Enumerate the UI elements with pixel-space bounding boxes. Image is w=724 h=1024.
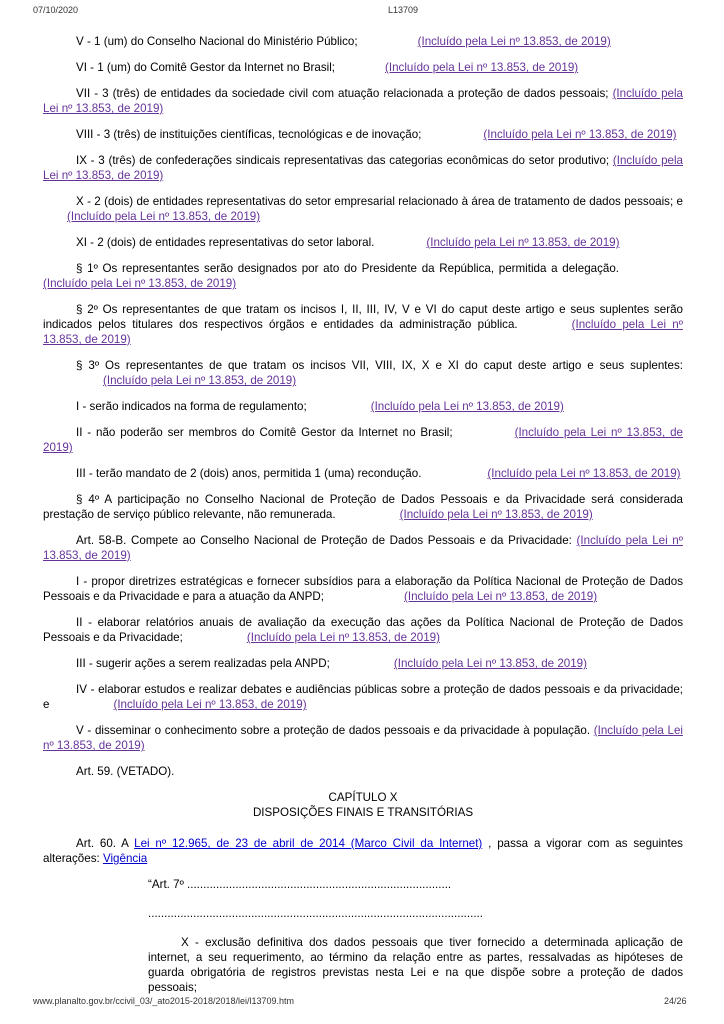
print-date: 07/10/2020 xyxy=(33,5,79,15)
amendment-link[interactable]: (Incluído pela Lei nº 13.853, de 2019) xyxy=(385,61,579,74)
paragraph-i-regulamento: I - serão indicados na forma de regulamento; (Incluído pela Lei nº 13.853, de 2019) xyxy=(76,400,564,413)
paragraph-ii-cgi: II - não poderão ser membros do Comitê Gestor da Internet no Brasil; (Incluído pela Lei nº 13.853, de 2019) xyxy=(43,426,683,454)
paragraph-vi: VI - 1 (um) do Comitê Gestor da Internet no Brasil; (Incluído pela Lei nº 13.853, de 2019) xyxy=(76,61,579,74)
document-body xyxy=(43,34,683,995)
amendment-link[interactable]: (Incluído pela Lei nº 13.853, de 2019) xyxy=(404,590,598,603)
paragraph-xi: XI - 2 (dois) de entidades representativas do setor laboral. (Incluído pela Lei nº 13.853, de 2019) xyxy=(76,236,620,249)
paragraph-ix: IX - 3 (três) de confederações sindicais representativas das categorias econômicas do setor produtivo; (Incluído pela Lei nº 13.853, de 2019) xyxy=(43,154,683,182)
amendment-link[interactable]: (Incluído pela Lei nº 13.853, de 2019) xyxy=(43,426,683,454)
amendment-link[interactable]: (Incluído pela Lei nº 13.853, de 2019) xyxy=(426,236,620,249)
paragraph-58b-iii: III - sugerir ações a serem realizadas pela ANPD; (Incluído pela Lei nº 13.853, de 2019) xyxy=(76,657,587,670)
paragraph-iii-mandato: III - terão mandato de 2 (dois) anos, permitida 1 (uma) recondução. (Incluído pela Lei nº 13.853, de 2019) xyxy=(76,467,681,480)
quote-art7: “Art. 7º .................................................................................. xyxy=(148,878,452,891)
vigencia-link[interactable]: Vigência xyxy=(102,852,148,865)
paragraph-par2: § 2º Os representantes de que tratam os incisos I, II, III, IV, V e VI do caput deste artigo e seus suplentes serão indicados pelos titulares dos respectivos órgãos e entidades da administração pública. (Incluído pela Lei nº 13.853, de 2019) xyxy=(43,303,683,346)
paragraph-par1: § 1º Os representantes serão designados por ato do Presidente da República, permitida a delegação.(Incluído pela Lei nº 13.853, de 2019) xyxy=(43,262,619,290)
paragraph-art59: Art. 59. (VETADO). xyxy=(76,765,175,778)
chapter-title: CAPÍTULO X xyxy=(328,791,398,804)
paragraph-x: X - 2 (dois) de entidades representativas do setor empresarial relacionado à área de tratamento de dados pessoais; e(Incluído pela Lei nº 13.853, de 2019) xyxy=(67,195,683,223)
amendment-link[interactable]: (Incluído pela Lei nº 13.853, de 2019) xyxy=(370,400,564,413)
amendment-link[interactable]: (Incluído pela Lei nº 13.853, de 2019) xyxy=(43,87,683,115)
paragraph-58b-ii: II - elaborar relatórios anuais de avaliação da execução das ações da Política Nacional de Proteção de Dados Pessoais e da Privacidade; (Incluído pela Lei nº 13.853, de 2019) xyxy=(43,616,683,644)
amendment-link[interactable]: (Incluído pela Lei nº 13.853, de 2019) xyxy=(483,128,677,141)
paragraph-par3: § 3º Os representantes de que tratam os incisos VII, VIII, IX, X e XI do caput deste artigo e seus suplentes:(Incluído pela Lei nº 13.853, de 2019) xyxy=(76,359,683,387)
paragraph-58b-iv: IV - elaborar estudos e realizar debates e audiências públicas sobre a proteção de dados pessoais e da privacidade; e (Incluído pela Lei nº 13.853, de 2019) xyxy=(43,683,683,711)
chapter-subtitle: DISPOSIÇÕES FINAIS E TRANSITÓRIAS xyxy=(252,806,474,819)
quote-dots: ........................................................................................................ xyxy=(148,907,483,920)
amendment-link[interactable]: (Incluído pela Lei nº 13.853, de 2019) xyxy=(43,724,683,752)
amendment-link[interactable]: (Incluído pela Lei nº 13.853, de 2019) xyxy=(246,631,440,644)
amendment-link[interactable]: (Incluído pela Lei nº 13.853, de 2019) xyxy=(417,35,611,48)
quote-item-x: X - exclusão definitiva dos dados pessoais que tiver fornecido a determinada aplicação de internet, a seu requerimento, ao término da relação entre as partes, ressalvadas as hipóteses de guarda obrigatória de registros previstas nesta Lei e na que dispõe sobre a proteção de dados pessoais; xyxy=(148,936,683,994)
page-number: 24/26 xyxy=(664,996,687,1006)
amendment-link[interactable]: (Incluído pela Lei nº 13.853, de 2019) xyxy=(43,318,683,346)
paragraph-58b-i: I - propor diretrizes estratégicas e fornecer subsídios para a elaboração da Política Nacional de Proteção de Dados Pessoais e da Privacidade e para a atuação da ANPD; (Incluído pela Lei nº 13.853, de 2019) xyxy=(43,575,683,603)
amendment-link[interactable]: (Incluído pela Lei nº 13.853, de 2019) xyxy=(393,657,587,670)
print-title: L13709 xyxy=(388,5,419,15)
amendment-link[interactable]: (Incluído pela Lei nº 13.853, de 2019) xyxy=(43,154,683,182)
paragraph-par4: § 4º A participação no Conselho Nacional de Proteção de Dados Pessoais e da Privacidade será considerada prestação de serviço público relevante, não remunerada. (Incluído pela Lei nº 13.853, de 2019) xyxy=(43,493,683,521)
paragraph-58b-v: V - disseminar o conhecimento sobre a proteção de dados pessoais e da privacidade à população. (Incluído pela Lei nº 13.853, de 2019) xyxy=(43,724,683,752)
paragraph-v: V - 1 (um) do Conselho Nacional do Ministério Público; (Incluído pela Lei nº 13.853, de 2019) xyxy=(76,35,611,48)
amendment-link[interactable]: (Incluído pela Lei nº 13.853, de 2019) xyxy=(487,467,681,480)
paragraph-vii: VII - 3 (três) de entidades da sociedade civil com atuação relacionada a proteção de dados pessoais; (Incluído pela Lei nº 13.853, de 2019) xyxy=(43,87,683,115)
paragraph-art58b: Art. 58-B. Compete ao Conselho Nacional de Proteção de Dados Pessoais e da Privacidade: (Incluído pela Lei nº 13.853, de 2019) xyxy=(43,534,683,562)
amendment-link[interactable]: (Incluído pela Lei nº 13.853, de 2019) xyxy=(43,534,683,562)
amendment-link[interactable]: (Incluído pela Lei nº 13.853, de 2019) xyxy=(399,508,593,521)
page-url: www.planalto.gov.br/ccivil_03/_ato2015-2018/2018/lei/l13709.htm xyxy=(33,996,295,1006)
amendment-link[interactable]: (Incluído pela Lei nº 13.853, de 2019) xyxy=(103,374,297,387)
amendment-link[interactable]: (Incluído pela Lei nº 13.853, de 2019) xyxy=(67,210,261,223)
amendment-link[interactable]: (Incluído pela Lei nº 13.853, de 2019) xyxy=(43,277,237,290)
amendment-link[interactable]: (Incluído pela Lei nº 13.853, de 2019) xyxy=(113,698,307,711)
paragraph-art60: Art. 60. A Lei nº 12.965, de 23 de abril de 2014 (Marco Civil da Internet) , passa a vigorar com as seguintes alterações: Vigência xyxy=(43,837,683,865)
paragraph-viii: VIII - 3 (três) de instituições científicas, tecnológicas e de inovação; (Incluído pela Lei nº 13.853, de 2019) xyxy=(76,128,677,141)
marco-civil-link[interactable]: Lei nº 12.965, de 23 de abril de 2014 (Marco Civil da Internet) xyxy=(134,837,483,850)
chapter-heading xyxy=(43,790,683,820)
